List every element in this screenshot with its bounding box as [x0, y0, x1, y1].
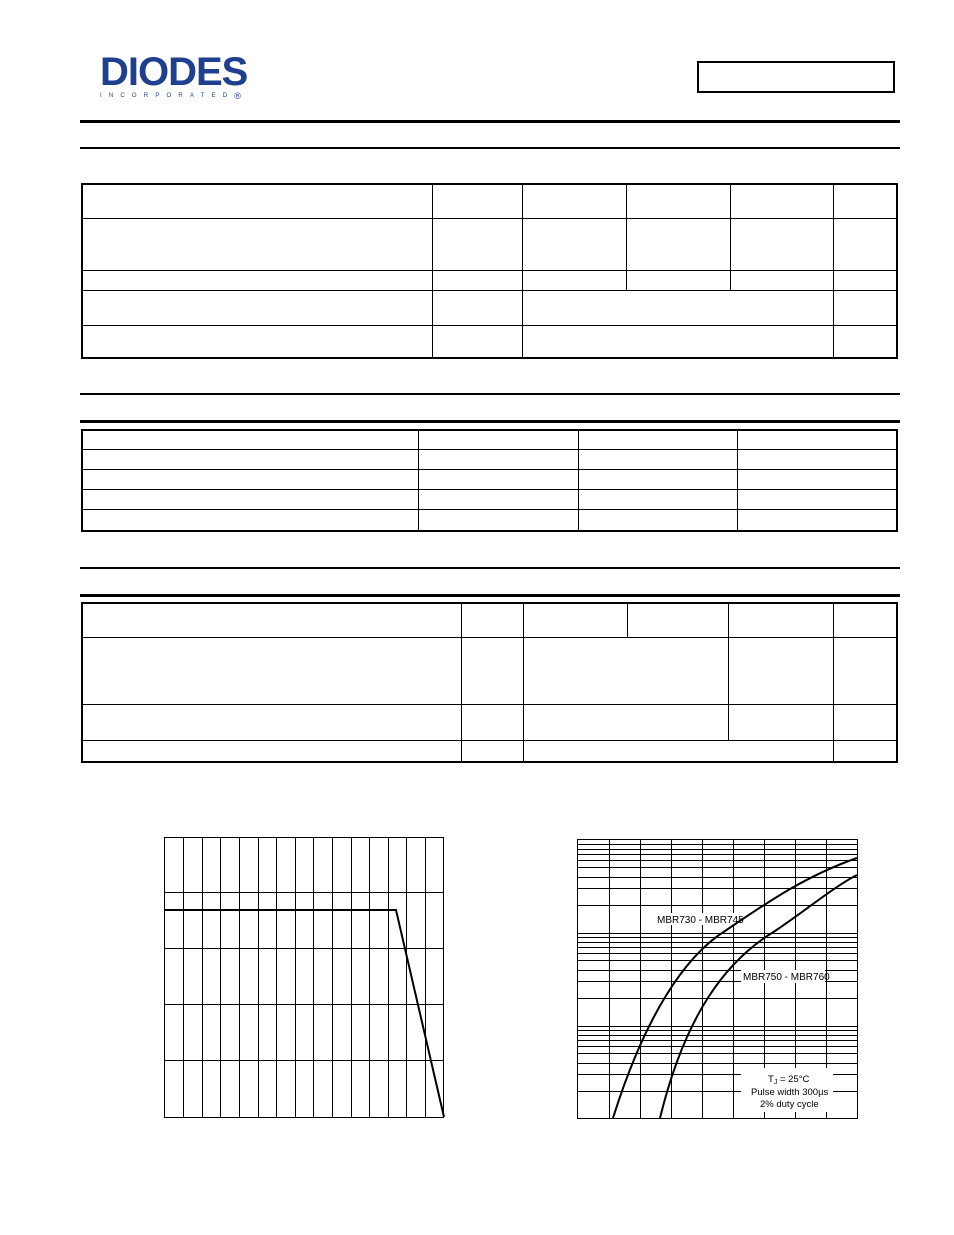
derating-chart-frame	[165, 838, 444, 1118]
annotation-pulse: Pulse width 300µs	[751, 1087, 829, 1098]
forward-characteristics-chart	[575, 836, 861, 1122]
thermal-table-grid	[83, 431, 896, 530]
derating-curve	[164, 910, 444, 1117]
logo-text: DIODES	[100, 50, 248, 94]
section-rule-bottom	[80, 147, 900, 149]
thermal-table	[81, 429, 898, 532]
derating-chart	[160, 833, 450, 1123]
annotation-tj-subscript: J	[773, 1079, 778, 1086]
section3-rule-bottom	[80, 594, 900, 597]
electrical-table-grid	[83, 604, 896, 761]
section3-rule-top	[80, 567, 900, 569]
registered-mark: ®	[234, 91, 249, 101]
series-label-mbr750-760: MBR750 - MBR760	[743, 972, 830, 983]
series-label-mbr730-745: MBR730 - MBR745	[657, 915, 744, 926]
part-number-box	[697, 61, 895, 93]
derating-chart-grid	[165, 838, 444, 1118]
ratings-table	[81, 183, 898, 359]
section-rule-top	[80, 120, 900, 123]
electrical-table	[81, 602, 898, 763]
company-logo	[100, 50, 270, 101]
annotation-duty: 2% duty cycle	[760, 1099, 819, 1110]
section2-rule-top	[80, 393, 900, 395]
section2-rule-bottom	[80, 420, 900, 423]
annotation-tj-suffix: = 25°C	[777, 1074, 810, 1085]
annotation-tj-prefix: T	[768, 1074, 774, 1085]
ratings-table-grid	[83, 185, 896, 357]
logo-subtext: INCORPORATED	[100, 93, 235, 99]
